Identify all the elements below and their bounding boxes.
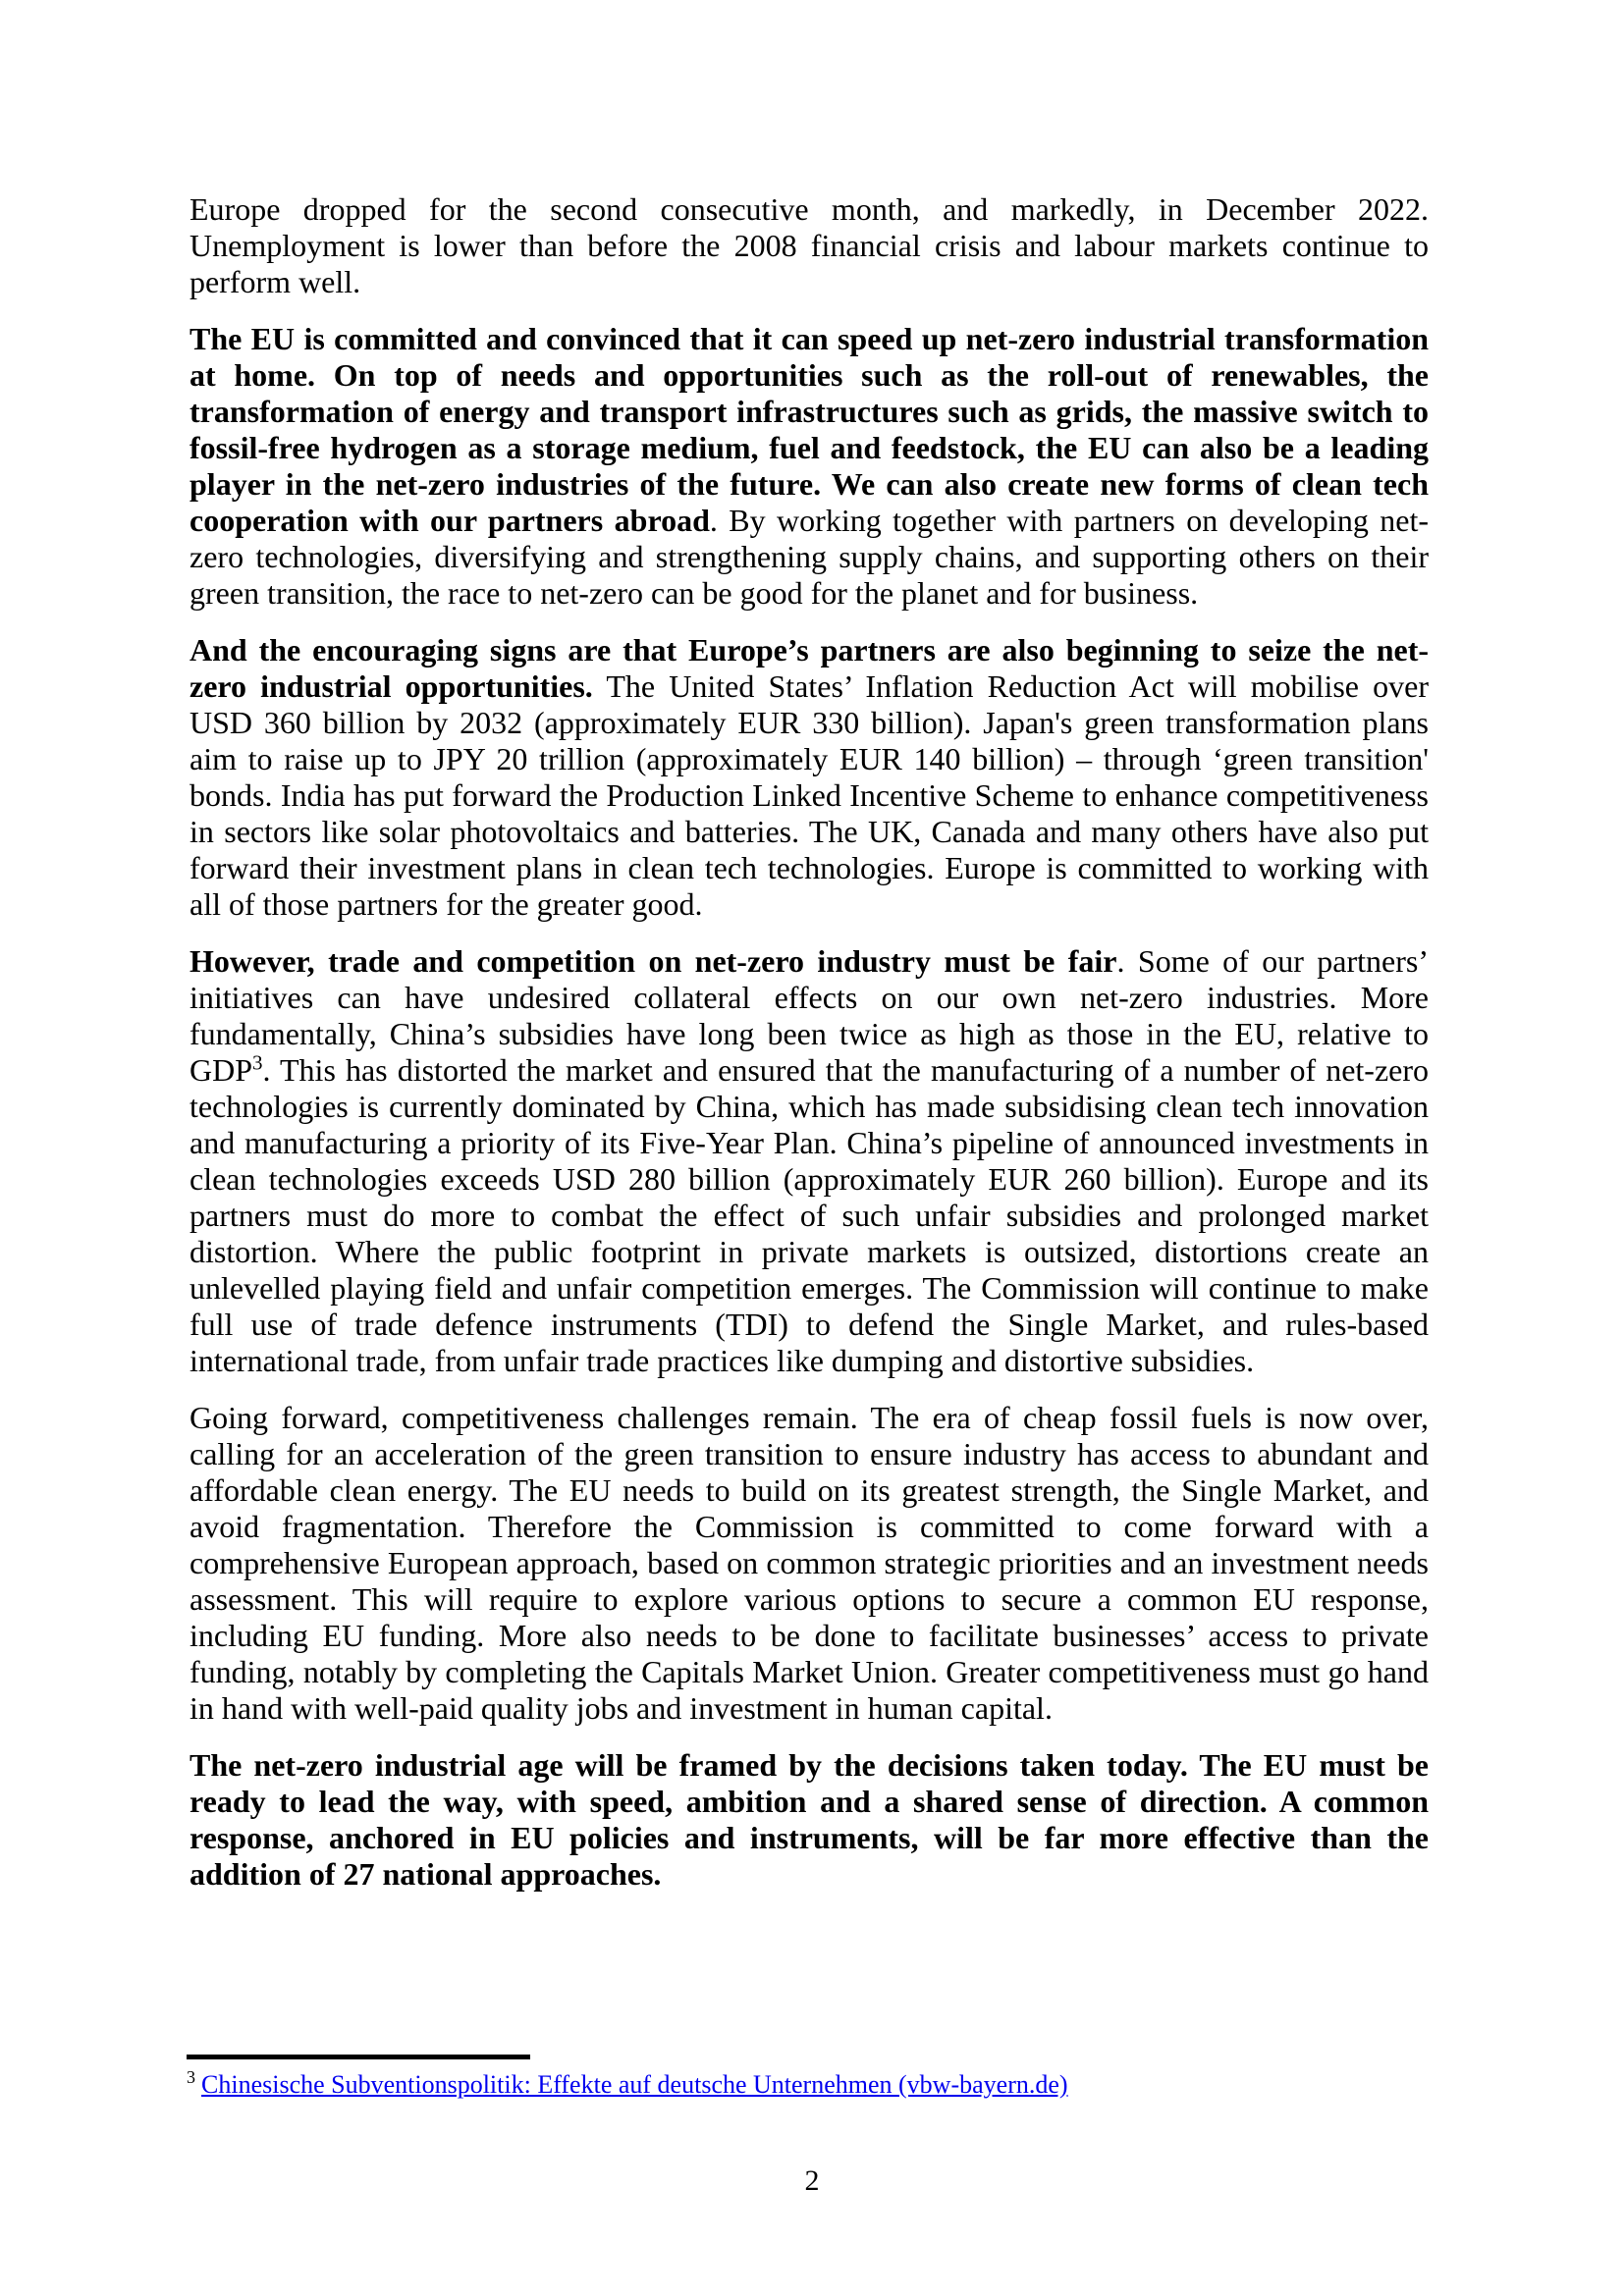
paragraph: [189, 943, 1429, 1379]
text-segment: . By working together with partners on developing net-zero technologies, diversifying and strengthening supply chains, and supporting others on their green transition, the race to net-zero can be good for the planet and for business.: [189, 503, 1429, 611]
text-segment: The United States’ Inflation Reduction Act will mobilise over USD 360 billion by 2032 (approximately EUR 330 billion). Japan's green transformation plans aim to raise up to JPY 20 trillion (approximately EUR 140 billion) – through ‘green transition' bonds. India has put forward the Production Linked Incentive Scheme to enhance competitiveness in sectors like solar photovoltaics and batteries. The UK, Canada and many others have also put forward their investment plans in clean tech technologies. Europe is committed to working with all of those partners for the greater good.: [189, 668, 1430, 922]
text-segment: . Some of our partners’ initiatives can have undesired collateral effects on our own net-zero industries. More fundamentally, China’s subsidies have long been twice as high as those in the EU, relative to GDP: [189, 943, 1430, 1088]
paragraph: [189, 632, 1429, 923]
text-segment: Going forward, competitiveness challenges remain. The era of cheap fossil fuels is now over, calling for an acceleration of the green transition to ensure industry has access to abundant and affordable clean energy. The EU needs to build on its greatest strength, the Single Market, and avoid fragmentation. Therefore the Commission is committed to come forward with a comprehensive European approach, based on common strategic priorities and an investment needs assessment. This will require to explore various options to secure a common EU response, including EU funding. More also needs to be done to facilitate businesses’ access to private funding, notably by completing the Capitals Market Union. Greater competitiveness must go hand in hand with well-paid quality jobs and investment in human capital.: [189, 1400, 1429, 1726]
text-segment: The EU is committed and convinced that it can speed up net-zero industrial transformation at home. On top of needs and opportunities such as the roll-out of renewables, the transformation of energy and transport infrastructures such as grids, the massive switch to fossil-free hydrogen as a storage medium, fuel and feedstock, the EU can also be a leading player in the net-zero industries of the future. We can also create new forms of clean tech cooperation with our partners abroad: [189, 321, 1429, 538]
paragraph: [189, 1747, 1429, 1893]
footnote-reference: 3: [252, 1050, 263, 1075]
footnote-link[interactable]: Chinesische Subventionspolitik: Effekte auf deutsche Unternehmen (vbw-bayern.de): [201, 2070, 1068, 2099]
paragraph: [189, 191, 1429, 300]
footnote-marker: 3: [187, 2067, 195, 2088]
footnote: [187, 2069, 1426, 2100]
text-segment: And the encouraging signs are that Europe’s partners are also beginning to seize the net-zero industrial opportunities.: [189, 632, 1429, 704]
paragraph: [189, 321, 1429, 612]
text-segment: The net-zero industrial age will be framed by the decisions taken today. The EU must be ready to lead the way, with speed, ambition and a shared sense of direction. A common response, anchored in EU policies and instruments, will be far more effective than the addition of 27 national approaches.: [189, 1747, 1429, 1892]
document-body: [189, 191, 1429, 1913]
text-segment: Europe dropped for the second consecutive month, and markedly, in December 2022. Unemployment is lower than before the 2008 financial crisis and labour markets continue to perform well.: [189, 191, 1429, 299]
text-segment: However, trade and competition on net-zero industry must be fair: [189, 943, 1117, 979]
footnote-separator: [187, 2055, 530, 2059]
page-number: 2: [804, 2164, 820, 2197]
text-segment: . This has distorted the market and ensured that the manufacturing of a number of net-zero technologies is currently dominated by China, which has made subsidising clean tech innovation and manufacturing a priority of its Five-Year Plan. China’s pipeline of announced investments in clean technologies exceeds USD 280 billion (approximately EUR 260 billion). Europe and its partners must do more to combat the effect of such unfair subsidies and prolonged market distortion. Where the public footprint in private markets is outsized, distortions create an unlevelled playing field and unfair competition emerges. The Commission will continue to make full use of trade defence instruments (TDI) to defend the Single Market, and rules-based international trade, from unfair trade practices like dumping and distortive subsidies.: [189, 1052, 1429, 1378]
paragraph: [189, 1400, 1429, 1727]
